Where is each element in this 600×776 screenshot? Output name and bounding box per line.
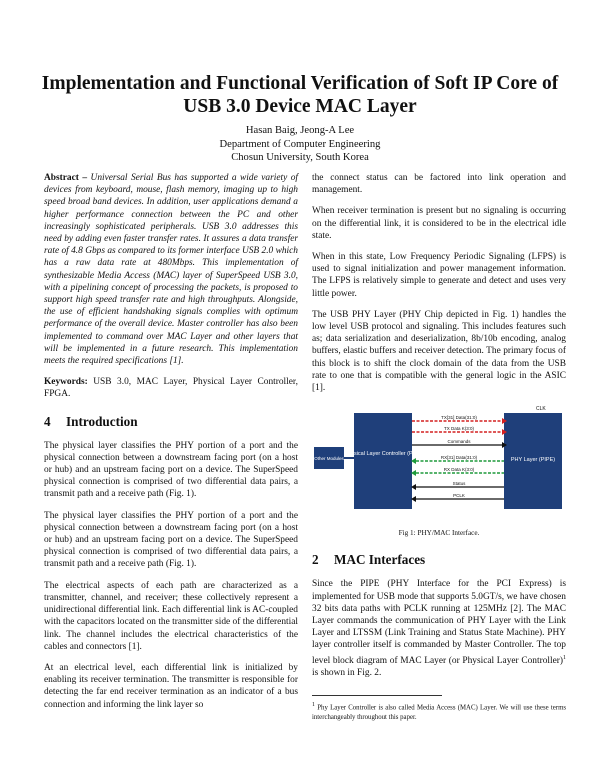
author-block	[0, 124, 600, 165]
author-university: Chosun University, South Korea	[231, 152, 369, 163]
pclk-label: PCLK	[453, 493, 465, 499]
mac-paragraph-text: Since the PIPE (PHY Interface for the PCI Express) is implemented for USB mode that supports 5.0GT/s, we have chosen 32 bits data paths with PCLK running at 125MHz [2]. The MAC Layer commands the communication of PHY Layer with the Link Layer and LTSSM (Link Training and Status State Machine). PHY layer controller itself is commanded by Master Controller. The top level block diagram of MAC Layer (or Physical Layer Controller)	[312, 579, 566, 666]
abstract	[44, 172, 298, 367]
paper-title: Implementation and Functional Verification of Soft IP Core of USB 3.0 Device MAC Layer	[41, 73, 559, 117]
intro-paragraph-2: The physical layer classifies the PHY portion of a port and the physical connection between a downstream facing port (on a host or hub) and an upstream facing port on a device. The SuperSpeed physical connection is comprised of two differential data pairs, a transmit path and a receive path (Fig. 1).	[44, 510, 298, 570]
phy-mac-diagram	[314, 403, 564, 523]
section-title: MAC Interfaces	[334, 552, 426, 568]
right-paragraph-2: When receiver termination is present but no signaling is occurring on the differential link, it is considered to be in the electrical idle state.	[312, 206, 566, 241]
figure-caption: Fig 1: PHY/MAC Interface.	[398, 529, 480, 538]
section-heading-mac-interfaces	[312, 552, 566, 568]
commands-label: Commands	[447, 439, 471, 445]
phy-label: PHY Layer (PIPE)	[510, 457, 556, 464]
rx-data-label: RX[31] Data(31:0)	[440, 455, 478, 461]
keywords-text: USB 3.0, MAC Layer, Physical Layer Controller, FPGA.	[44, 377, 299, 400]
keywords-label: Keywords:	[44, 377, 88, 388]
intro-paragraph-3: The electrical aspects of each path are characterized as a transmitter, channel, and receiver; these collectively represent a unidirectional differential link. Each differential link is AC-coupled with the capacitors located on the transmitter side of the differential link. The channel includes the electrical characteristics of the cables and connectors [1].	[44, 580, 298, 652]
right-paragraph-4: The USB PHY Layer (PHY Chip depicted in Fig. 1) handles the low level USB protocol and signaling. This includes features such as; data serialization and deserialization, 8b/10b encoding, analog buffers, elastic buffers and receiver detection. The primary focus of this block is to shift the clock domain of the data from the USB rate to one that is compatible with the general logic in the ASIC [1].	[312, 309, 566, 394]
right-paragraph-1: the connect status can be factored into link operation and management.	[312, 173, 566, 196]
footnote-rule	[312, 695, 442, 696]
mac-paragraph	[312, 578, 566, 679]
footnote-mark: 1	[312, 702, 315, 709]
author-department: Department of Computer Engineering	[219, 138, 381, 150]
other-modules-label: Other Modules	[314, 456, 344, 462]
right-column	[312, 172, 566, 722]
section-number: 2	[312, 552, 319, 568]
abstract-text: Universal Serial Bus has supported a wide variety of devices from keyboard, mouse, flash memory, imaging up to high speed broad band devices. In addition, user applications demand a higher performance connection between the PC and other increasingly sophisticated peripherals. USB 3.0 addresses this need by adding even faster transfer rates. It assures a data transfer rate of 4.8 Gbps as compared to its former interface USB 2.0 which has a raw data rate at 480Mbps. This implementation of synthesizable Media Access (MAC) layer of SuperSpeed USB 3.0, with a pipelining concept of processing the packets, is proposed to support high speed transfer rate and high throughputs. Alongside, the use of efficient handshaking signals complies with optimum performance of the overall device. Master controller has also been implemented to command over MAC Layer and other layers that will be implemented in a future research. This implementation meets the required specifications [1].	[44, 173, 299, 367]
abstract-label: Abstract –	[44, 173, 88, 183]
intro-paragraph-1: The physical layer classifies the PHY portion of a port and the physical connection between a downstream facing port (on a host or hub) and an upstream facing port on a device. The SuperSpeed physical connection is comprised of two differential data pairs, a transmit path and a receive path (Fig. 1).	[44, 440, 298, 500]
plc-label: Physical Layer Controller (PLC)	[344, 451, 422, 458]
tx-data-label: TX[31] Data(31:0)	[441, 415, 477, 421]
section-heading-introduction	[44, 414, 298, 430]
status-label: Status	[452, 481, 466, 487]
footnote-ref: 1	[563, 654, 566, 661]
figure-phy-mac-interface	[314, 403, 564, 523]
right-paragraph-3: When in this state, Low Frequency Periodic Signaling (LFPS) is used to signal initialization and power management information. The LFPS is relatively simple to generate and detect and uses very little power.	[312, 252, 566, 299]
footnote	[312, 701, 566, 722]
section-title: Introduction	[66, 413, 138, 429]
left-column	[44, 172, 298, 720]
author-names: Hasan Baig, Jeong-A Lee	[245, 125, 355, 136]
keywords	[44, 376, 298, 400]
plc-block	[354, 413, 412, 509]
footnote-text: Phy Layer Controller is also called Media Access (MAC) Layer. We will use these terms interchangeably throughout this paper.	[312, 704, 567, 721]
tx-datak-label: TX Data K(3:0)	[443, 426, 475, 432]
clk-label: CLK	[536, 406, 546, 413]
rx-datak-label: RX Data K(3:0)	[443, 467, 475, 473]
intro-paragraph-4: At an electrical level, each differential link is initialized by enabling its receiver termination. The transmitter is responsible for detecting the far end receiver termination as an indicator of a bus connection and informing the link layer so	[44, 662, 298, 710]
mac-paragraph-end: is shown in Fig. 2.	[312, 668, 382, 678]
section-number: 4	[44, 413, 51, 429]
